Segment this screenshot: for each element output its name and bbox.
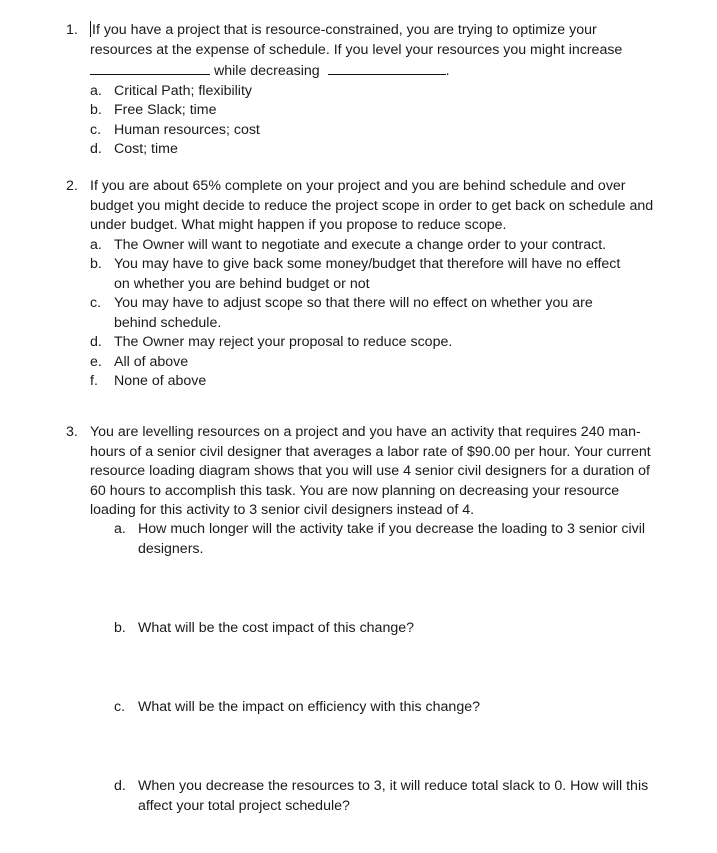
option-text: The Owner will want to negotiate and execute a change order to your contract. <box>114 236 607 253</box>
option-text: You may have to adjust scope so that there will no effect on whether you are behind schedule. <box>114 295 593 331</box>
sub-question-text: When you decrease the resources to 3, it will reduce total slack to 0. How will this affect your total project schedule? <box>138 778 649 814</box>
options-list <box>66 236 666 392</box>
option-item <box>90 236 666 256</box>
option-letter: d. <box>90 334 102 350</box>
option-letter: c. <box>90 295 102 311</box>
sub-question-a <box>114 520 654 559</box>
option-text: Cost; time <box>114 141 178 157</box>
option-letter: e. <box>90 353 102 370</box>
options-list <box>66 82 666 160</box>
question-3 <box>66 423 666 521</box>
sub-question-letter: d. <box>114 778 126 794</box>
question-text: You are levelling resources on a project and you have an activity that requires 240 man-hours of a senior civil designer that averages a labor rate of $90.00 per hour. Your current resource loading diagram shows that you will use 4 senior civil designers for a duration of 60 hours to accomplish this task. You are now planning on decreasing your resource loading for this activity to 3 senior civil designers instead of 4. <box>90 424 651 518</box>
sub-question-letter: b. <box>114 620 126 636</box>
sub-question-letter: a. <box>114 521 126 537</box>
option-item <box>90 101 666 121</box>
question-text-part-3: . <box>445 63 450 79</box>
option-item <box>90 294 666 333</box>
text-cursor <box>90 21 91 37</box>
question-text: If you are about 65% complete on your project and you are behind schedule and over budget you might decide to reduce the project scope in order to get back on schedule and under budget. What might happen if you propose to reduce scope. <box>90 178 654 233</box>
sub-question-text: What will be the impact on efficiency with this change? <box>138 699 480 715</box>
sub-question-text: How much longer will the activity take if you decrease the loading to 3 senior civil designers. <box>138 521 646 557</box>
option-letter: b. <box>90 256 102 272</box>
option-text: You may have to give back some money/budget that therefore will have no effect on whether you are behind budget or not <box>114 256 621 292</box>
question-number: 2. <box>66 178 78 194</box>
option-text: The Owner may reject your proposal to reduce scope. <box>114 334 453 350</box>
question-1 <box>66 21 666 160</box>
option-item <box>90 353 666 373</box>
sub-question-text: What will be the cost impact of this change? <box>138 620 415 636</box>
option-letter: d. <box>90 141 102 157</box>
question-2 <box>66 177 666 392</box>
option-item <box>90 255 666 294</box>
question-text-part-1: If you have a project that is resource-constrained, you are trying to optimize your resources at the expense of schedule. If you level your resources you might increase <box>90 22 623 58</box>
option-letter: f. <box>90 373 98 389</box>
answer-blank-1[interactable] <box>90 60 210 75</box>
question-text[interactable] <box>90 21 660 82</box>
option-text: Free Slack; time <box>114 102 217 118</box>
option-item <box>90 333 666 353</box>
question-number: 3. <box>66 424 78 440</box>
option-text: Human resources; cost <box>114 121 260 138</box>
option-letter: a. <box>90 236 102 253</box>
option-item <box>90 82 666 102</box>
option-item <box>90 121 666 141</box>
answer-blank-2[interactable] <box>328 60 446 75</box>
option-text: Critical Path; flexibility <box>114 82 252 99</box>
question-text-part-2: while decreasing <box>214 63 320 79</box>
sub-question-letter: c. <box>114 699 126 715</box>
option-item <box>90 140 666 160</box>
option-letter: a. <box>90 82 102 99</box>
sub-question-c <box>114 698 654 718</box>
sub-question-b <box>114 619 654 639</box>
question-number: 1. <box>66 22 78 38</box>
sub-question-d <box>114 777 654 816</box>
option-letter: c. <box>90 121 102 138</box>
option-letter: b. <box>90 102 102 118</box>
option-item <box>90 372 666 392</box>
option-text: None of above <box>114 373 207 389</box>
option-text: All of above <box>114 353 189 370</box>
